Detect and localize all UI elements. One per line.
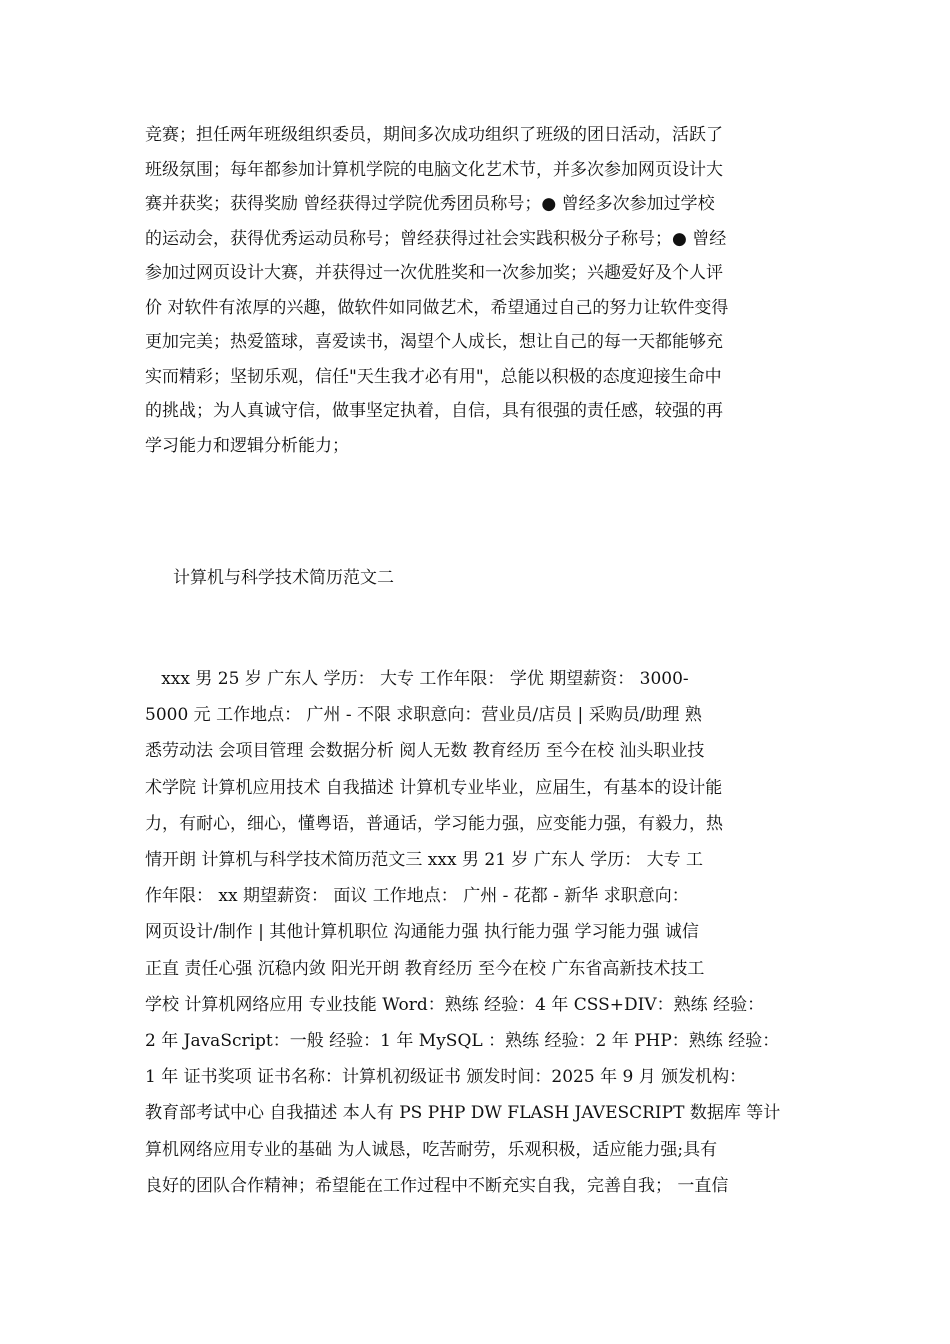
text-line: 学校 计算机网络应用 专业技能 Word：熟练 经验：4 年 CSS+DIV：熟练 经验： xyxy=(145,994,765,1015)
text-line: 情开朗 计算机与科学技术简历范文三 xxx 男 21 岁 广东人 学历： 大专 工 xyxy=(145,850,704,871)
text-line: 悉劳动法 会项目管理 会数据分析 阅人无数 教育经历 至今在校 汕头职业技 xyxy=(145,741,705,762)
text-line: 术学院 计算机应用技术 自我描述 计算机专业毕业，应届生，有基本的设计能 xyxy=(145,777,723,798)
text-line: 学习能力和逻辑分析能力； xyxy=(145,435,349,456)
text-line: 良好的团队合作精神；希望能在工作过程中不断充实自我，完善自我； 一直信 xyxy=(145,1175,729,1196)
text-line: 网页设计/制作 | 其他计算机职位 沟通能力强 执行能力强 学习能力强 诚信 xyxy=(145,922,699,943)
paragraph-resume-two xyxy=(145,661,815,1204)
text-line: 参加过网页设计大赛，并获得过一次优胜奖和一次参加奖；兴趣爱好及个人评 xyxy=(145,263,723,283)
text-line: 作年限： xx 期望薪资： 面议 工作地点： 广州 - 花都 - 新华 求职意向： xyxy=(145,886,689,907)
section-heading: 计算机与科学技术简历范文二 xyxy=(173,568,394,588)
text-line: 更加完美；热爱篮球，喜爱读书，渴望个人成长，想让自己的每一天都能够充 xyxy=(145,332,723,352)
text-line: 正直 责任心强 沉稳内敛 阳光开朗 教育经历 至今在校 广东省高新技术技工 xyxy=(145,958,705,979)
text-line: 价 对软件有浓厚的兴趣，做软件如同做艺术，希望通过自己的努力让软件变得 xyxy=(145,297,729,318)
text-line: 1 年 证书奖项 证书名称：计算机初级证书 颁发时间：2025 年 9 月 颁发机构： xyxy=(145,1067,747,1088)
text-line: 算机网络应用专业的基础 为人诚恳，吃苦耐劳，乐观积极，适应能力强;具有 xyxy=(145,1139,718,1160)
text-line: 的运动会，获得优秀运动员称号；曾经获得过社会实践积极分子称号；● 曾经 xyxy=(145,228,727,249)
text-line: 班级氛围；每年都参加计算机学院的电脑文化艺术节，并多次参加网页设计大 xyxy=(145,159,723,180)
paragraph-resume-one-continued xyxy=(145,118,815,463)
text-line: 实而精彩；坚韧乐观，信任"天生我才必有用"，总能以积极的态度迎接生命中 xyxy=(145,366,722,387)
text-line: 竞赛；担任两年班级组织委员，期间多次成功组织了班级的团日活动，活跃了 xyxy=(145,125,723,145)
text-line: xxx 男 25 岁 广东人 学历： 大专 工作年限： 学优 期望薪资： 3000- xyxy=(145,669,689,689)
text-line: 2 年 JavaScript：一般 经验：1 年 MySQL ：熟练 经验：2 年 PHP：熟练 经验： xyxy=(145,1031,780,1052)
text-line: 教育部考试中心 自我描述 本人有 PS PHP DW FLASH JAVESCRIPT 数据库 等计 xyxy=(145,1103,781,1124)
text-line: 的挑战；为人真诚守信，做事坚定执着，自信，具有很强的责任感，较强的再 xyxy=(145,401,723,421)
text-line: 5000 元 工作地点： 广州 - 不限 求职意向：营业员/店员 | 采购员/助理 熟 xyxy=(145,705,702,726)
text-line: 赛并获奖；获得奖励 曾经获得过学院优秀团员称号；● 曾经多次参加过学校 xyxy=(145,194,715,214)
text-line: 力，有耐心，细心，懂粤语，普通话，学习能力强，应变能力强，有毅力，热 xyxy=(145,813,723,834)
